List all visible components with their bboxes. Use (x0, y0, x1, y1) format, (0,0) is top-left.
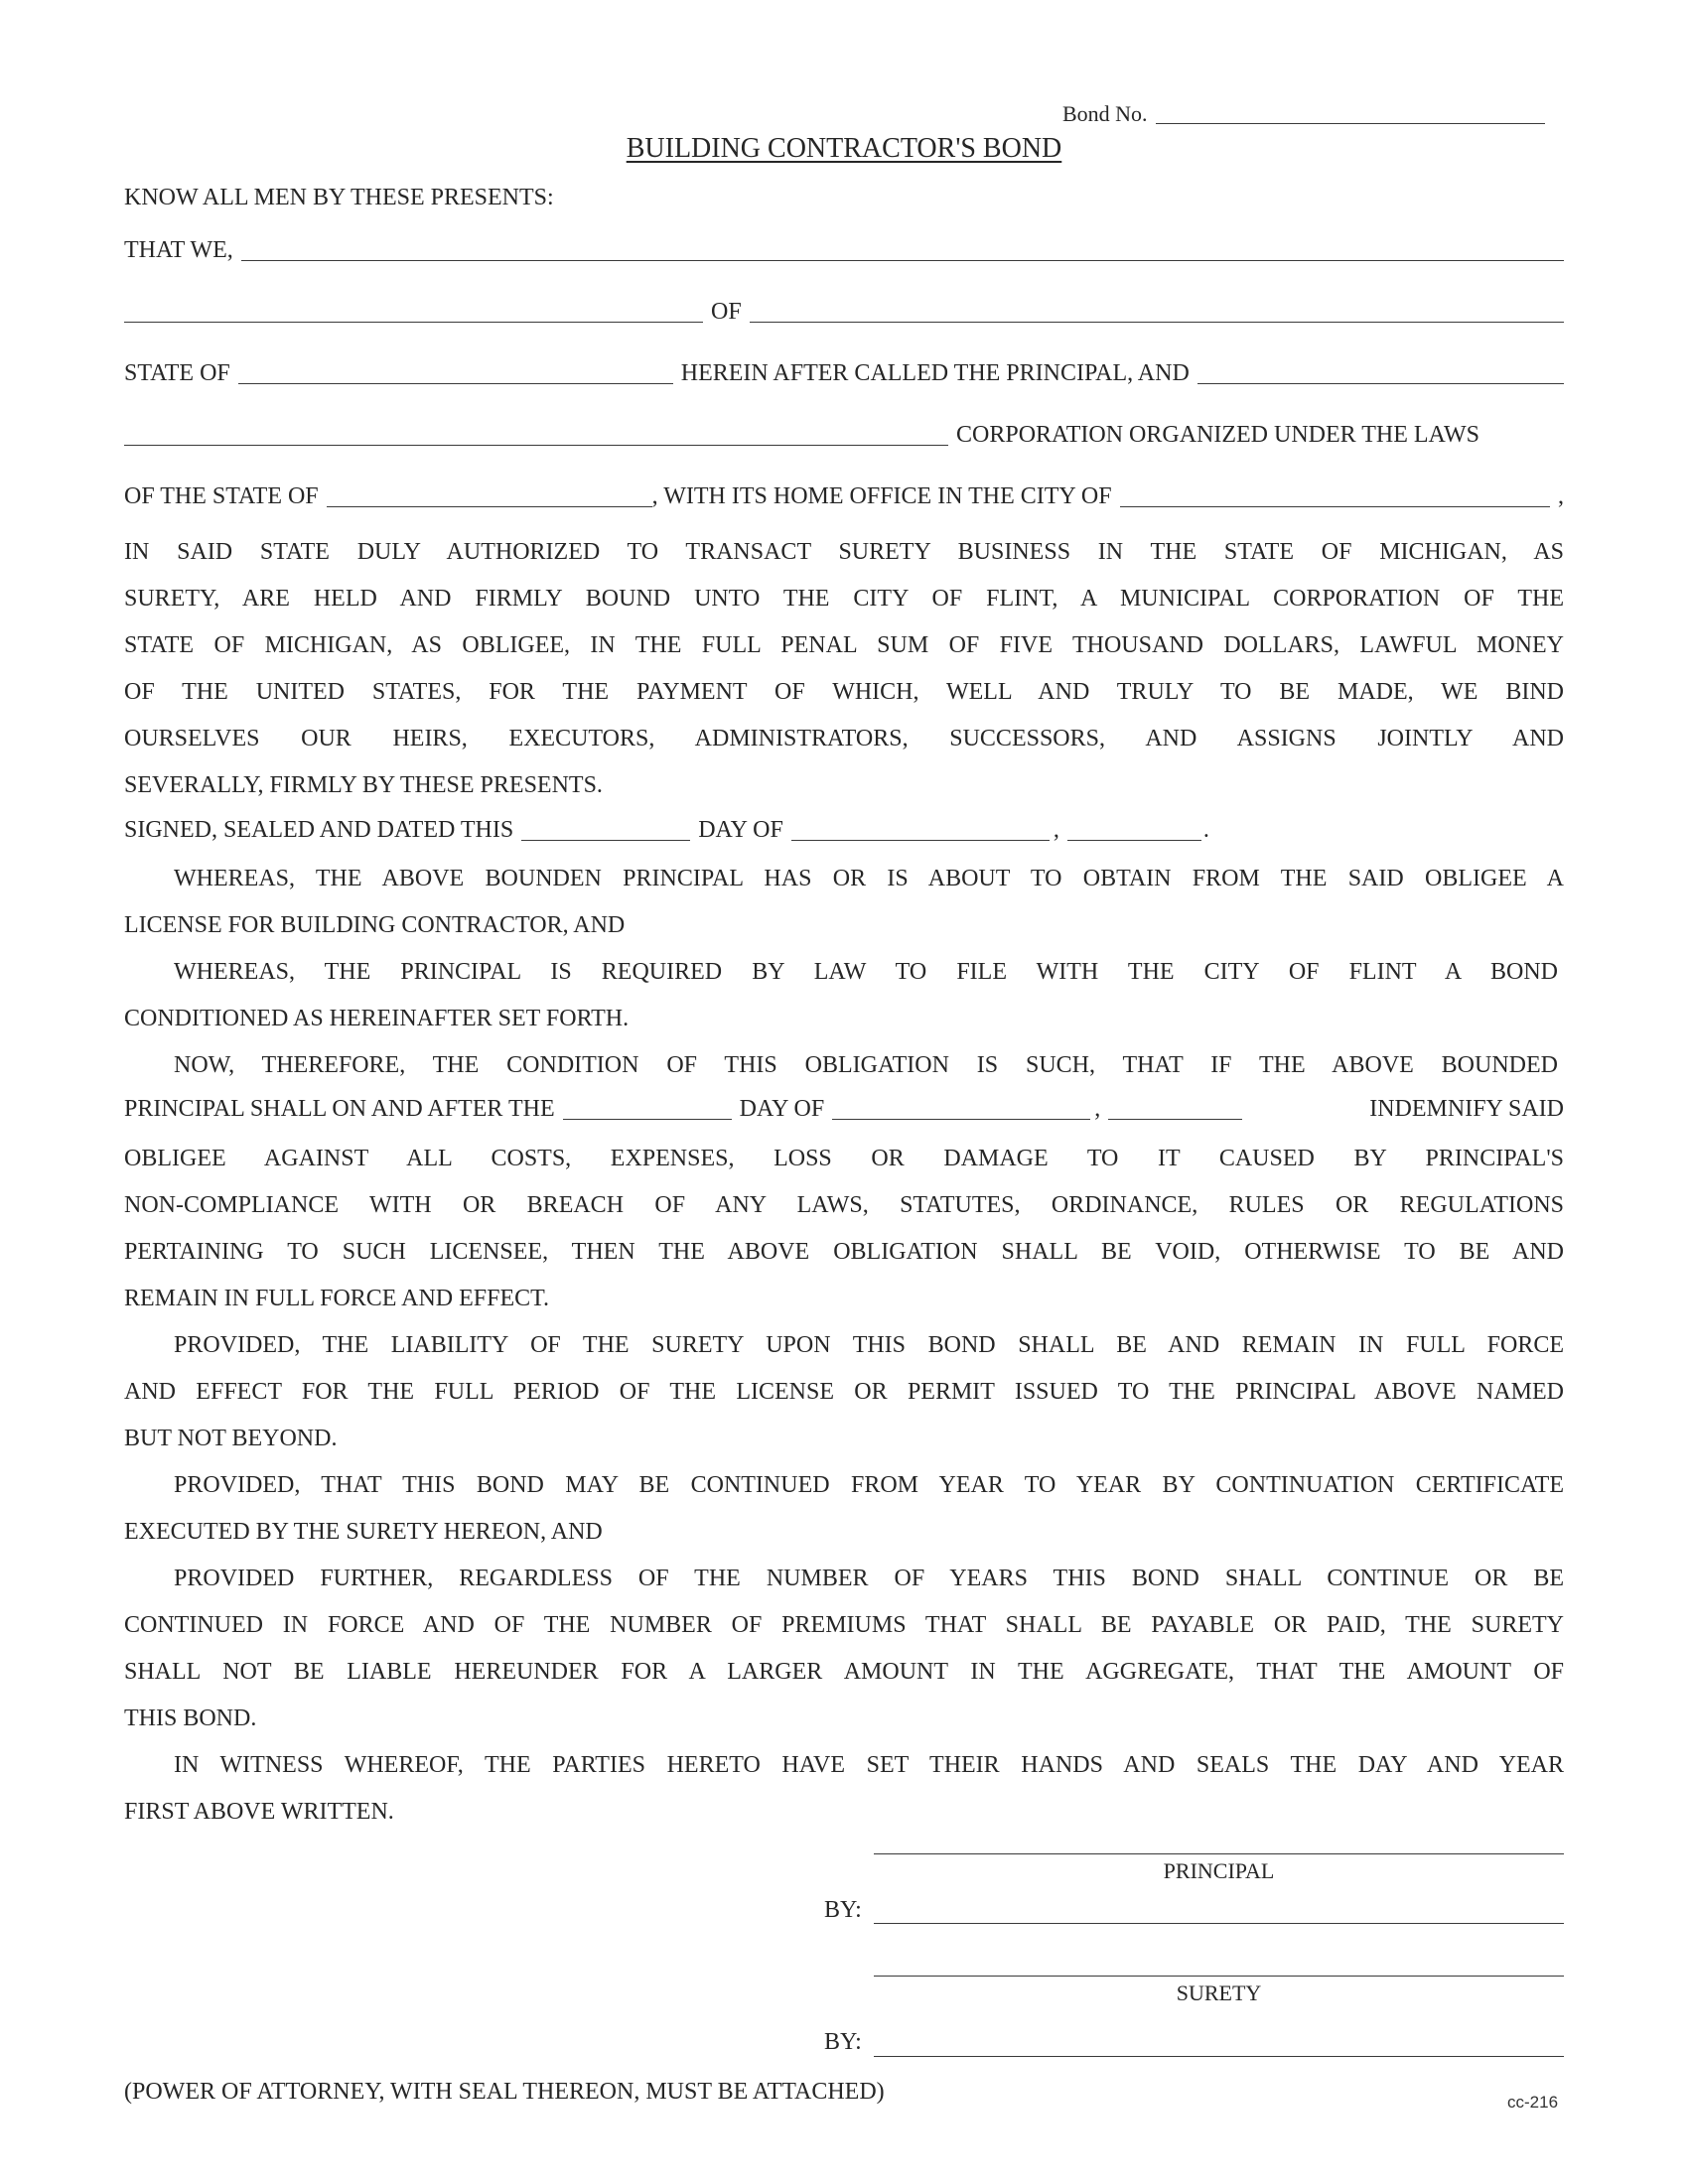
date-period: . (1202, 817, 1209, 843)
body-line: THIS BOND. (124, 1706, 257, 1731)
bond-number-label: Bond No. (1062, 101, 1148, 126)
that-we-label: THAT WE, (124, 237, 233, 263)
power-of-attorney-note: (POWER OF ATTORNEY, WITH SEAL THEREON, MUST BE ATTACHED) (124, 2079, 885, 2105)
body-line: BUT NOT BEYOND. (124, 1426, 338, 1451)
body-line: WHEREAS, THE ABOVE BOUNDEN PRINCIPAL HAS OR IS ABOUT TO OBTAIN FROM THE SAID OBLIGEE A (174, 866, 1564, 891)
of-the-state-of-label: OF THE STATE OF (124, 483, 319, 509)
body-line: IN WITNESS WHEREOF, THE PARTIES HERETO HAVE SET THEIR HANDS AND SEALS THE DAY AND YEAR (174, 1752, 1564, 1778)
body-line: IN SAID STATE DULY AUTHORIZED TO TRANSACT SURETY BUSINESS IN THE STATE OF MICHIGAN, AS (124, 539, 1564, 565)
principal-city-field[interactable] (750, 300, 1564, 323)
day-of-label: DAY OF (739, 1096, 825, 1122)
body-line: STATE OF MICHIGAN, AS OBLIGEE, IN THE FULL PENAL SUM OF FIVE THOUSAND DOLLARS, LAWFUL MONEY (124, 632, 1564, 658)
principal-shall-label: PRINCIPAL SHALL ON AND AFTER THE (124, 1096, 555, 1122)
of-label: OF (711, 299, 742, 325)
state-of-label: STATE OF (124, 360, 230, 386)
surety-state-field[interactable] (327, 484, 652, 507)
surety-corporation-row (124, 421, 1564, 449)
principal-signature-line[interactable] (874, 1853, 1564, 1854)
principal-name-field[interactable] (241, 238, 1564, 261)
principal-state-row (124, 359, 1564, 387)
body-line: OBLIGEE AGAINST ALL COSTS, EXPENSES, LOSS OR DAMAGE TO IT CAUSED BY PRINCIPAL'S (124, 1146, 1564, 1171)
trailing-comma: , (1558, 483, 1564, 509)
body-line: EXECUTED BY THE SURETY HEREON, AND (124, 1519, 603, 1545)
body-line: CONDITIONED AS HEREINAFTER SET FORTH. (124, 1006, 630, 1031)
principal-address-row (124, 298, 1564, 326)
surety-home-office-row (124, 482, 1564, 510)
know-all-heading: KNOW ALL MEN BY THESE PRESENTS: (124, 185, 554, 210)
body-line: LICENSE FOR BUILDING CONTRACTOR, AND (124, 912, 626, 938)
principal-name-row (124, 236, 1564, 264)
body-line: PROVIDED, THE LIABILITY OF THE SURETY UPON THIS BOND SHALL BE AND REMAIN IN FULL FORCE (174, 1332, 1564, 1358)
form-code: cc-216 (1507, 2093, 1559, 2112)
herein-after-label: HEREIN AFTER CALLED THE PRINCIPAL, AND (680, 360, 1190, 386)
date-comma: , (1053, 817, 1059, 843)
body-line: PROVIDED FURTHER, REGARDLESS OF THE NUMBER OF YEARS THIS BOND SHALL CONTINUE OR BE (174, 1566, 1564, 1591)
surety-name-field[interactable] (1197, 361, 1564, 384)
effective-day-field[interactable] (563, 1097, 732, 1120)
signed-date-row (124, 816, 1564, 844)
body-line: AND EFFECT FOR THE FULL PERIOD OF THE LICENSE OR PERMIT ISSUED TO THE PRINCIPAL ABOVE NAMED (124, 1379, 1564, 1405)
body-line: SEVERALLY, FIRMLY BY THESE PRESENTS. (124, 772, 603, 798)
effective-month-field[interactable] (832, 1097, 1090, 1120)
indemnify-label: INDEMNIFY SAID (1369, 1096, 1564, 1122)
day-of-label: DAY OF (698, 817, 783, 843)
signed-month-field[interactable] (791, 818, 1050, 841)
bond-number-row (1062, 101, 1545, 127)
body-line: PERTAINING TO SUCH LICENSEE, THEN THE ABOVE OBLIGATION SHALL BE VOID, OTHERWISE TO BE AND (124, 1239, 1564, 1265)
body-line: SURETY, ARE HELD AND FIRMLY BOUND UNTO THE CITY OF FLINT, A MUNICIPAL CORPORATION OF THE (124, 586, 1564, 612)
signed-year-field[interactable] (1067, 818, 1201, 841)
body-line: WHEREAS, THE PRINCIPAL IS REQUIRED BY LAW TO FILE WITH THE CITY OF FLINT A BOND (174, 959, 1558, 985)
principal-by-signature-line[interactable] (874, 1923, 1564, 1924)
corporation-label: CORPORATION ORGANIZED UNDER THE LAWS (956, 422, 1479, 448)
date-comma: , (1094, 1096, 1101, 1122)
principal-name-field-2[interactable] (124, 300, 703, 323)
document-title: BUILDING CONTRACTOR'S BOND (626, 133, 1062, 164)
surety-by-signature-line[interactable] (874, 2056, 1564, 2057)
bond-number-field[interactable] (1156, 101, 1545, 124)
body-line: SHALL NOT BE LIABLE HEREUNDER FOR A LARGER AMOUNT IN THE AGGREGATE, THAT THE AMOUNT OF (124, 1659, 1564, 1685)
body-line: NOW, THEREFORE, THE CONDITION OF THIS OBLIGATION IS SUCH, THAT IF THE ABOVE BOUNDED (174, 1052, 1558, 1078)
surety-city-field[interactable] (1120, 484, 1550, 507)
surety-corporation-field[interactable] (124, 423, 948, 446)
body-line: NON-COMPLIANCE WITH OR BREACH OF ANY LAWS, STATUTES, ORDINANCE, RULES OR REGULATIONS (124, 1192, 1564, 1218)
body-line: PROVIDED, THAT THIS BOND MAY BE CONTINUED FROM YEAR TO YEAR BY CONTINUATION CERTIFICATE (174, 1472, 1564, 1498)
body-line: FIRST ABOVE WRITTEN. (124, 1799, 394, 1825)
body-line: CONTINUED IN FORCE AND OF THE NUMBER OF PREMIUMS THAT SHALL BE PAYABLE OR PAID, THE SURETY (124, 1612, 1564, 1638)
signed-label: SIGNED, SEALED AND DATED THIS (124, 817, 514, 843)
indemnify-date-row (124, 1095, 1564, 1123)
principal-label: PRINCIPAL (1163, 1858, 1275, 1883)
surety-label: SURETY (1176, 1980, 1262, 2005)
home-office-label: , WITH ITS HOME OFFICE IN THE CITY OF (651, 483, 1112, 509)
effective-year-field[interactable] (1108, 1097, 1242, 1120)
surety-by-label: BY: (824, 2029, 862, 2055)
surety-signature-line[interactable] (874, 1976, 1564, 1977)
principal-state-field[interactable] (238, 361, 673, 384)
body-line: OF THE UNITED STATES, FOR THE PAYMENT OF WHICH, WELL AND TRULY TO BE MADE, WE BIND (124, 679, 1564, 705)
principal-by-label: BY: (824, 1897, 862, 1923)
body-line: OURSELVES OUR HEIRS, EXECUTORS, ADMINISTRATORS, SUCCESSORS, AND ASSIGNS JOINTLY AND (124, 726, 1564, 751)
body-line: REMAIN IN FULL FORCE AND EFFECT. (124, 1286, 550, 1311)
signed-day-field[interactable] (521, 818, 690, 841)
